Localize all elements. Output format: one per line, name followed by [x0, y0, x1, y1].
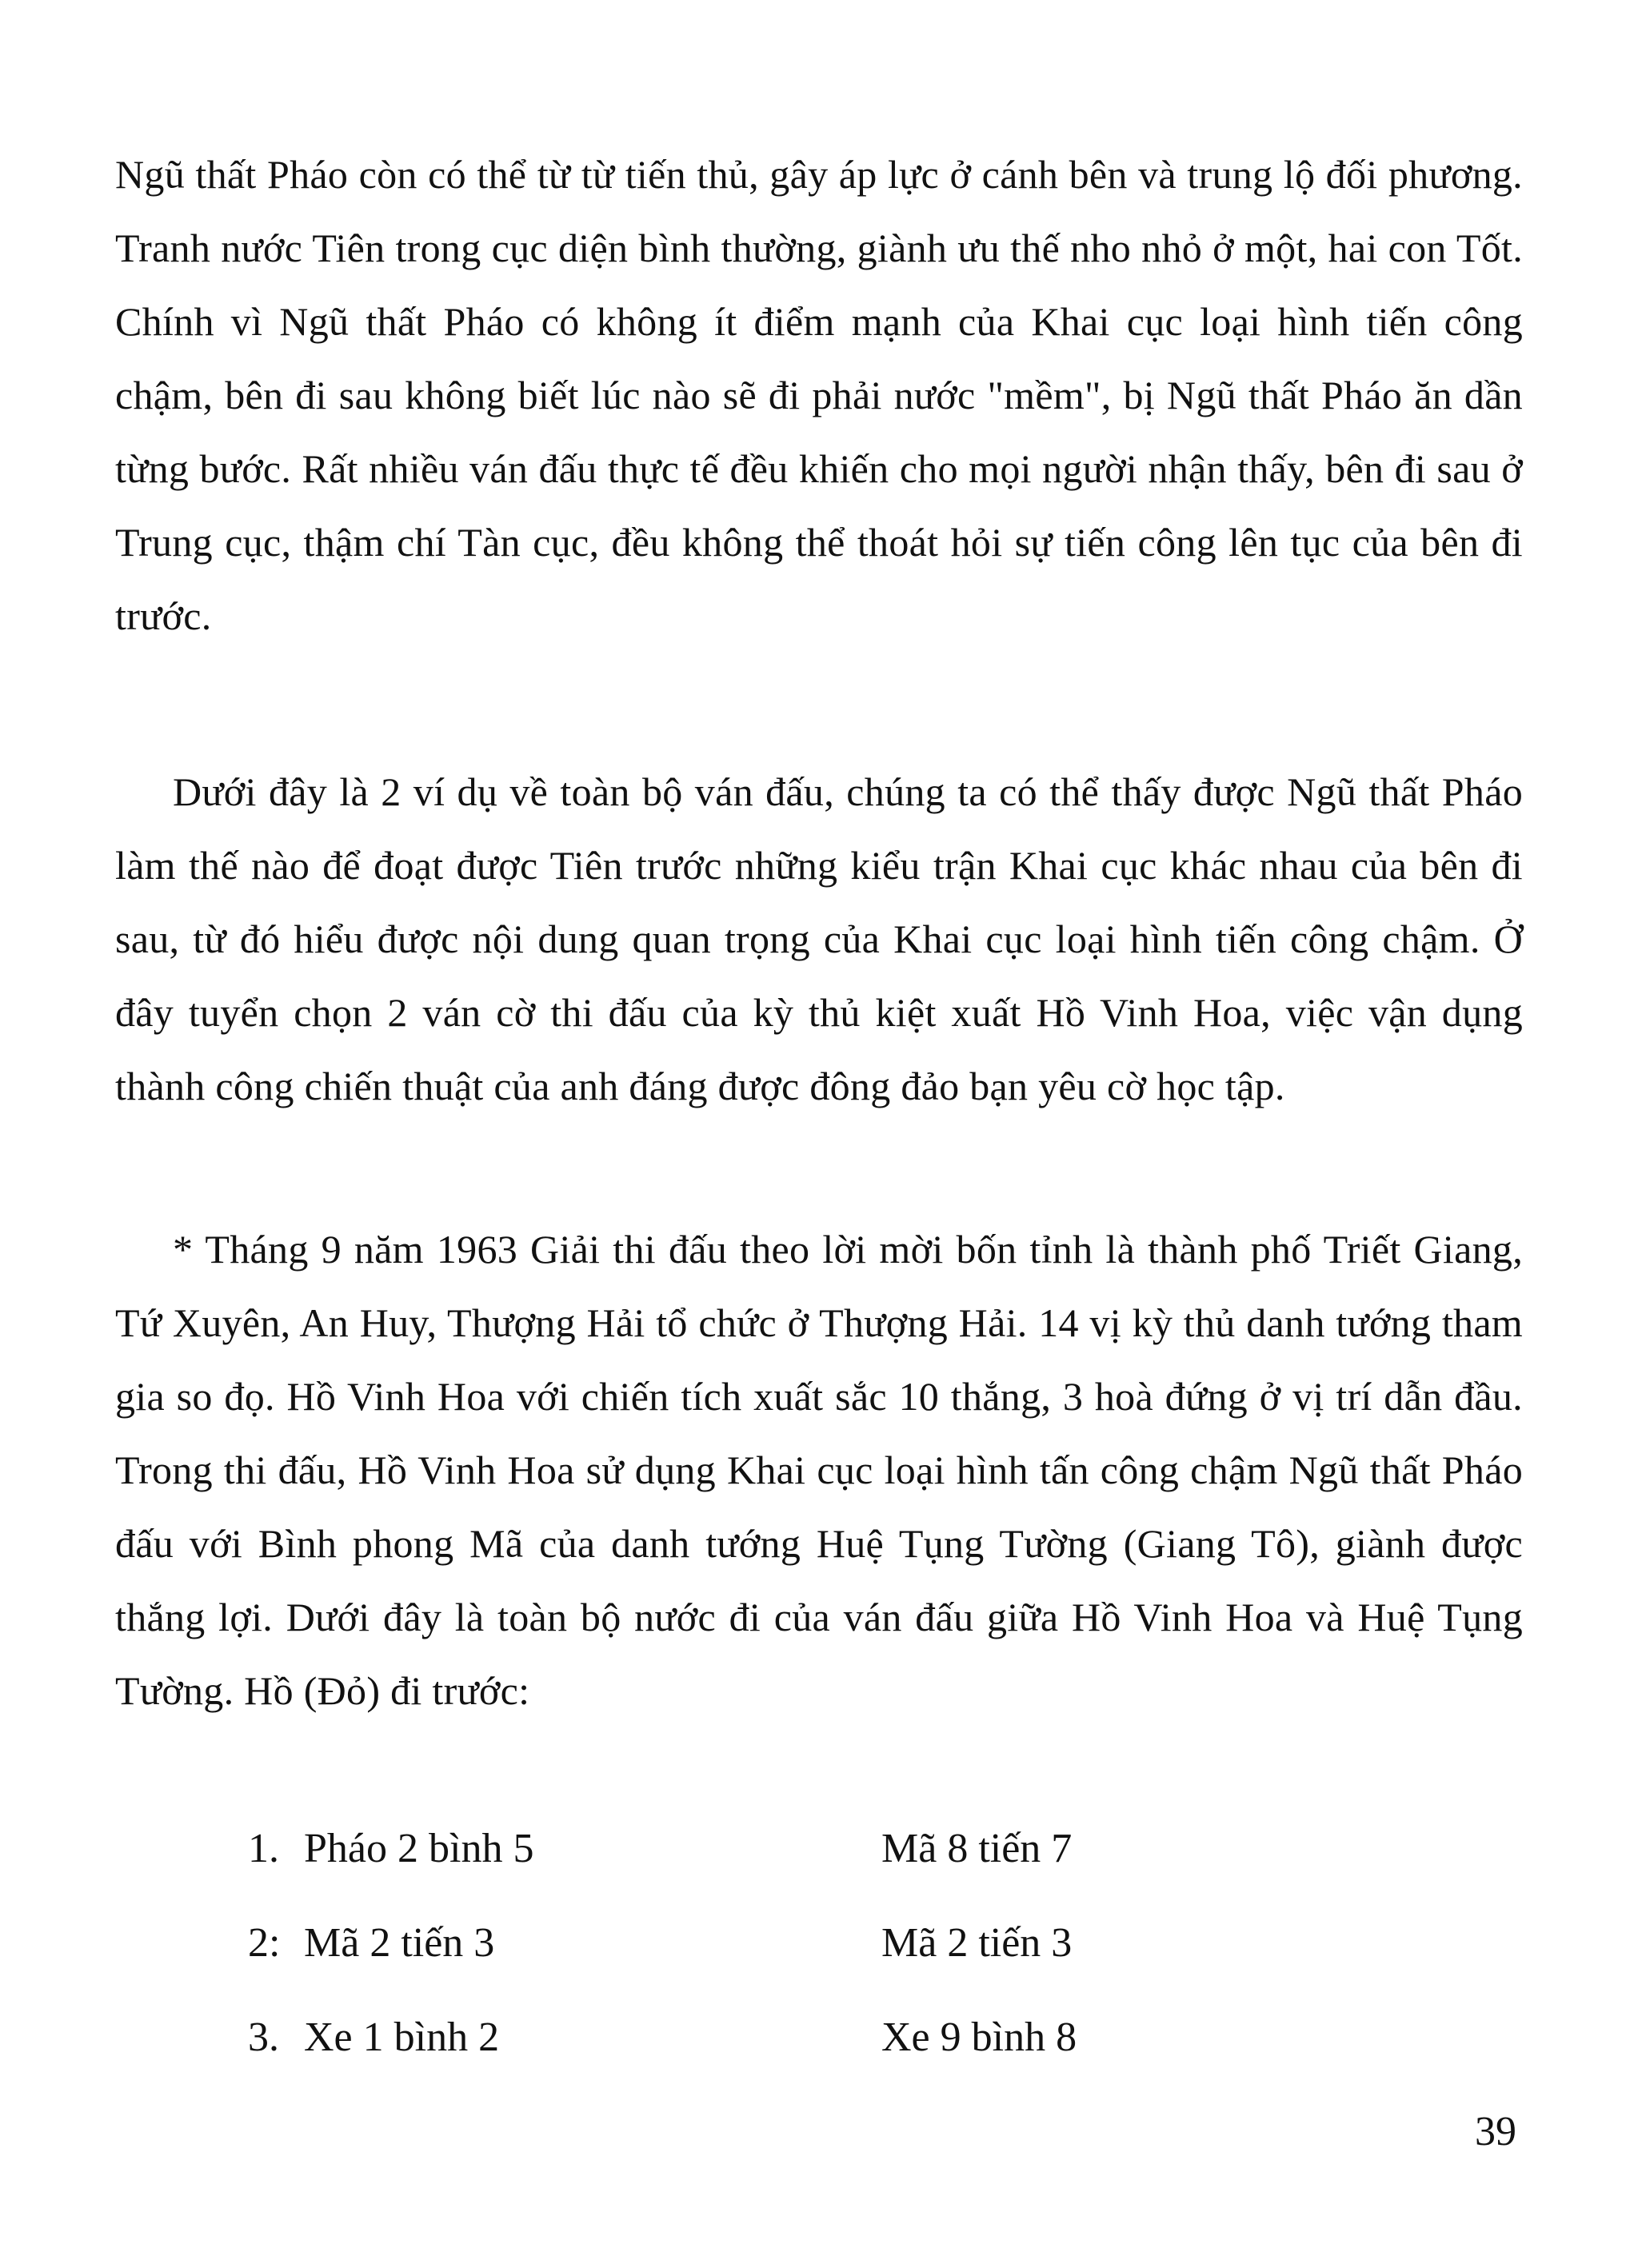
paragraph-1963-tournament: * Tháng 9 năm 1963 Giải thi đấu theo lời mời bốn tỉnh là thành phố Triết Giang, Tứ Xuyên, An Huy, Thượng Hải tổ chức ở Thượng Hải. 14 vị kỳ thủ danh tướng tham gia so đọ. Hồ Vinh Hoa với chiến tích xuất sắc 10 thắng, 3 hoà đứng ở vị trí dẫn đầu. Trong thi đấu, Hồ Vinh Hoa sử dụng Khai cục loại hình tấn công chậm Ngũ thất Pháo đấu với Bình phong Mã của danh tướng Huệ Tụng Tường (Giang Tô), giành được thắng lợi. Dưới đây là toàn bộ nước đi của ván đấu giữa Hồ Vinh Hoa và Huệ Tụng Tường. Hồ (Đỏ) đi trước: — [115, 1227, 1523, 1713]
black-move: Mã 8 tiến 7 — [881, 1826, 1073, 1871]
move-row — [248, 1919, 1208, 2014]
paragraph-examples-intro: Dưới đây là 2 ví dụ về toàn bộ ván đấu, chúng ta có thể thấy được Ngũ thất Pháo làm thế nào để đoạt được Tiên trước những kiểu trận Khai cục khác nhau của bên đi sau, từ đó hiểu được nội dung quan trọng của Khai cục loại hình tiến công chậm. Ở đây tuyển chọn 2 ván cờ thi đấu của kỳ thủ kiệt xuất Hồ Vinh Hoa, việc vận dụng thành công chiến thuật của anh đáng được đông đảo bạn yêu cờ học tập. — [115, 769, 1523, 1108]
red-move: Pháo 2 bình 5 — [304, 1826, 534, 1871]
red-move: Xe 1 bình 2 — [304, 2014, 500, 2060]
move-number: 2: — [248, 1920, 281, 1966]
red-move: Mã 2 tiến 3 — [304, 1920, 495, 1966]
move-row — [248, 1825, 1208, 1919]
move-number: 1. — [248, 1826, 279, 1871]
move-list — [248, 1825, 1208, 2108]
move-row — [248, 2014, 1208, 2108]
paragraph-slow-attack-strengths: Ngũ thất Pháo còn có thể từ từ tiến thủ, gây áp lực ở cánh bên và trung lộ đối phương. Tranh nước Tiên trong cục diện bình thường, giành ưu thế nho nhỏ ở một, hai con Tốt. Chính vì Ngũ thất Pháo có không ít điểm mạnh của Khai cục loại hình tiến công chậm, bên đi sau không biết lúc nào sẽ đi phải nước "mềm", bị Ngũ thất Pháo ăn dần từng bước. Rất nhiều ván đấu thực tế đều khiến cho mọi người nhận thấy, bên đi sau ở Trung cục, thậm chí Tàn cục, đều không thể thoát hỏi sự tiến công lên tục của bên đi trước. — [115, 152, 1523, 638]
move-number: 3. — [248, 2014, 279, 2060]
page-number: 39 — [1475, 2109, 1516, 2154]
black-move: Xe 9 bình 8 — [881, 2014, 1077, 2060]
black-move: Mã 2 tiến 3 — [881, 1920, 1073, 1966]
